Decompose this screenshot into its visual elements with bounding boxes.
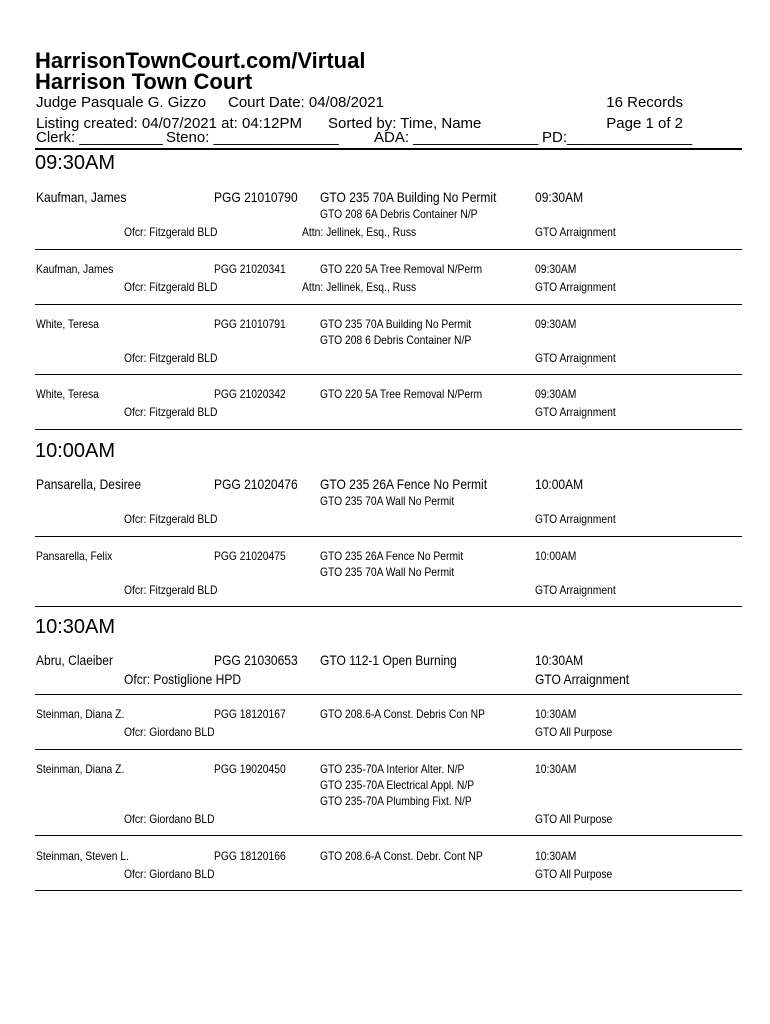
charge: GTO 220 5A Tree Removal N/Perm	[320, 262, 483, 276]
hearing-type: GTO Arraignment	[535, 671, 630, 687]
hearing-type: GTO Arraignment	[535, 351, 616, 365]
attorney: Attn: Jellinek, Esq., Russ	[302, 225, 417, 239]
hearing-type: GTO Arraignment	[535, 405, 616, 419]
defendant-name: White, Teresa	[36, 317, 99, 331]
charge: GTO 235 70A Building No Permit	[320, 317, 472, 331]
hearing-type: GTO Arraignment	[535, 280, 616, 294]
charge: GTO 235-70A Plumbing Fixt. N/P	[320, 794, 472, 808]
officer: Ofcr: Fitzgerald BLD	[124, 225, 218, 239]
charge: GTO 208.6-A Const. Debr. Cont NP	[320, 849, 483, 863]
case-time: 09:30AM	[535, 387, 577, 401]
row-divider	[35, 890, 742, 891]
ada-field: ADA: _______________	[374, 129, 539, 146]
officer: Ofcr: Fitzgerald BLD	[124, 280, 218, 294]
case-time: 10:00AM	[535, 476, 584, 492]
officer: Ofcr: Fitzgerald BLD	[124, 351, 218, 365]
row-divider	[35, 429, 742, 430]
defendant-name: White, Teresa	[36, 387, 99, 401]
docket-number: PGG 21020341	[214, 262, 286, 276]
docket-number: PGG 18120167	[214, 707, 286, 721]
officer: Ofcr: Postiglione HPD	[124, 671, 242, 687]
case-time: 10:30AM	[535, 762, 577, 776]
docket-number: PGG 21020476	[214, 476, 298, 492]
officer: Ofcr: Fitzgerald BLD	[124, 512, 218, 526]
charge: GTO 235 70A Wall No Permit	[320, 494, 455, 508]
row-divider	[35, 694, 742, 695]
defendant-name: Pansarella, Desiree	[36, 476, 142, 492]
charge: GTO 235-70A Interior Alter. N/P	[320, 762, 465, 776]
case-time: 10:00AM	[535, 549, 577, 563]
row-divider	[35, 835, 742, 836]
charge: GTO 220 5A Tree Removal N/Perm	[320, 387, 483, 401]
docket-number: PGG 21010790	[214, 189, 298, 205]
hearing-type: GTO All Purpose	[535, 725, 613, 739]
charge: GTO 235-70A Electrical Appl. N/P	[320, 778, 475, 792]
section-time-1030: 10:30AM	[35, 616, 116, 638]
defendant-name: Kaufman, James	[36, 262, 114, 276]
hearing-type: GTO All Purpose	[535, 812, 613, 826]
site-title: HarrisonTownCourt.com/Virtual	[35, 48, 366, 73]
row-divider	[35, 749, 742, 750]
docket-number: PGG 21010791	[214, 317, 286, 331]
court-date: Court Date: 04/08/2021	[228, 94, 384, 111]
header-divider	[35, 148, 742, 150]
case-time: 09:30AM	[535, 262, 577, 276]
officer: Ofcr: Giordano BLD	[124, 725, 215, 739]
case-time: 09:30AM	[535, 189, 584, 205]
charge: GTO 235 26A Fence No Permit	[320, 476, 488, 492]
officer: Ofcr: Fitzgerald BLD	[124, 405, 218, 419]
officer: Ofcr: Giordano BLD	[124, 812, 215, 826]
docket-number: PGG 19020450	[214, 762, 286, 776]
officer: Ofcr: Fitzgerald BLD	[124, 583, 218, 597]
case-time: 09:30AM	[535, 317, 577, 331]
listing-created: Listing created: 04/07/2021 at: 04:12PM	[36, 115, 303, 132]
hearing-type: GTO Arraignment	[535, 512, 616, 526]
clerk-field: Clerk: __________	[36, 129, 163, 146]
case-time: 10:30AM	[535, 849, 577, 863]
row-divider	[35, 374, 742, 375]
section-time-0930: 09:30AM	[35, 152, 116, 174]
row-divider	[35, 606, 742, 607]
charge: GTO 235 70A Wall No Permit	[320, 565, 455, 579]
row-divider	[35, 536, 742, 537]
defendant-name: Abru, Claeiber	[36, 652, 113, 668]
hearing-type: GTO Arraignment	[535, 225, 616, 239]
row-divider	[35, 249, 742, 250]
defendant-name: Steinman, Diana Z.	[36, 707, 125, 721]
docket-number: PGG 21020342	[214, 387, 286, 401]
case-time: 10:30AM	[535, 652, 584, 668]
defendant-name: Pansarella, Felix	[36, 549, 113, 563]
charge: GTO 235 70A Building No Permit	[320, 189, 497, 205]
section-time-1000: 10:00AM	[35, 440, 116, 462]
attorney: Attn: Jellinek, Esq., Russ	[302, 280, 417, 294]
docket-number: PGG 21030653	[214, 652, 298, 668]
hearing-type: GTO All Purpose	[535, 867, 613, 881]
charge: GTO 208 6A Debris Container N/P	[320, 207, 478, 221]
defendant-name: Kaufman, James	[36, 189, 127, 205]
docket-number: PGG 21020475	[214, 549, 286, 563]
charge: GTO 112-1 Open Burning	[320, 652, 457, 668]
sorted-by: Sorted by: Time, Name	[328, 115, 482, 132]
page-number: Page 1 of 2	[606, 115, 683, 132]
court-title: Harrison Town Court	[35, 69, 253, 94]
judge-name: Judge Pasquale G. Gizzo	[36, 94, 207, 111]
pd-field: PD:_______________	[542, 129, 693, 146]
hearing-type: GTO Arraignment	[535, 583, 616, 597]
row-divider	[35, 304, 742, 305]
charge: GTO 235 26A Fence No Permit	[320, 549, 464, 563]
case-time: 10:30AM	[535, 707, 577, 721]
officer: Ofcr: Giordano BLD	[124, 867, 215, 881]
steno-field: Steno: _______________	[166, 129, 339, 146]
docket-number: PGG 18120166	[214, 849, 286, 863]
charge: GTO 208 6 Debris Container N/P	[320, 333, 472, 347]
records-count: 16 Records	[606, 94, 683, 111]
defendant-name: Steinman, Steven L.	[36, 849, 129, 863]
defendant-name: Steinman, Diana Z.	[36, 762, 125, 776]
charge: GTO 208.6-A Const. Debris Con NP	[320, 707, 485, 721]
